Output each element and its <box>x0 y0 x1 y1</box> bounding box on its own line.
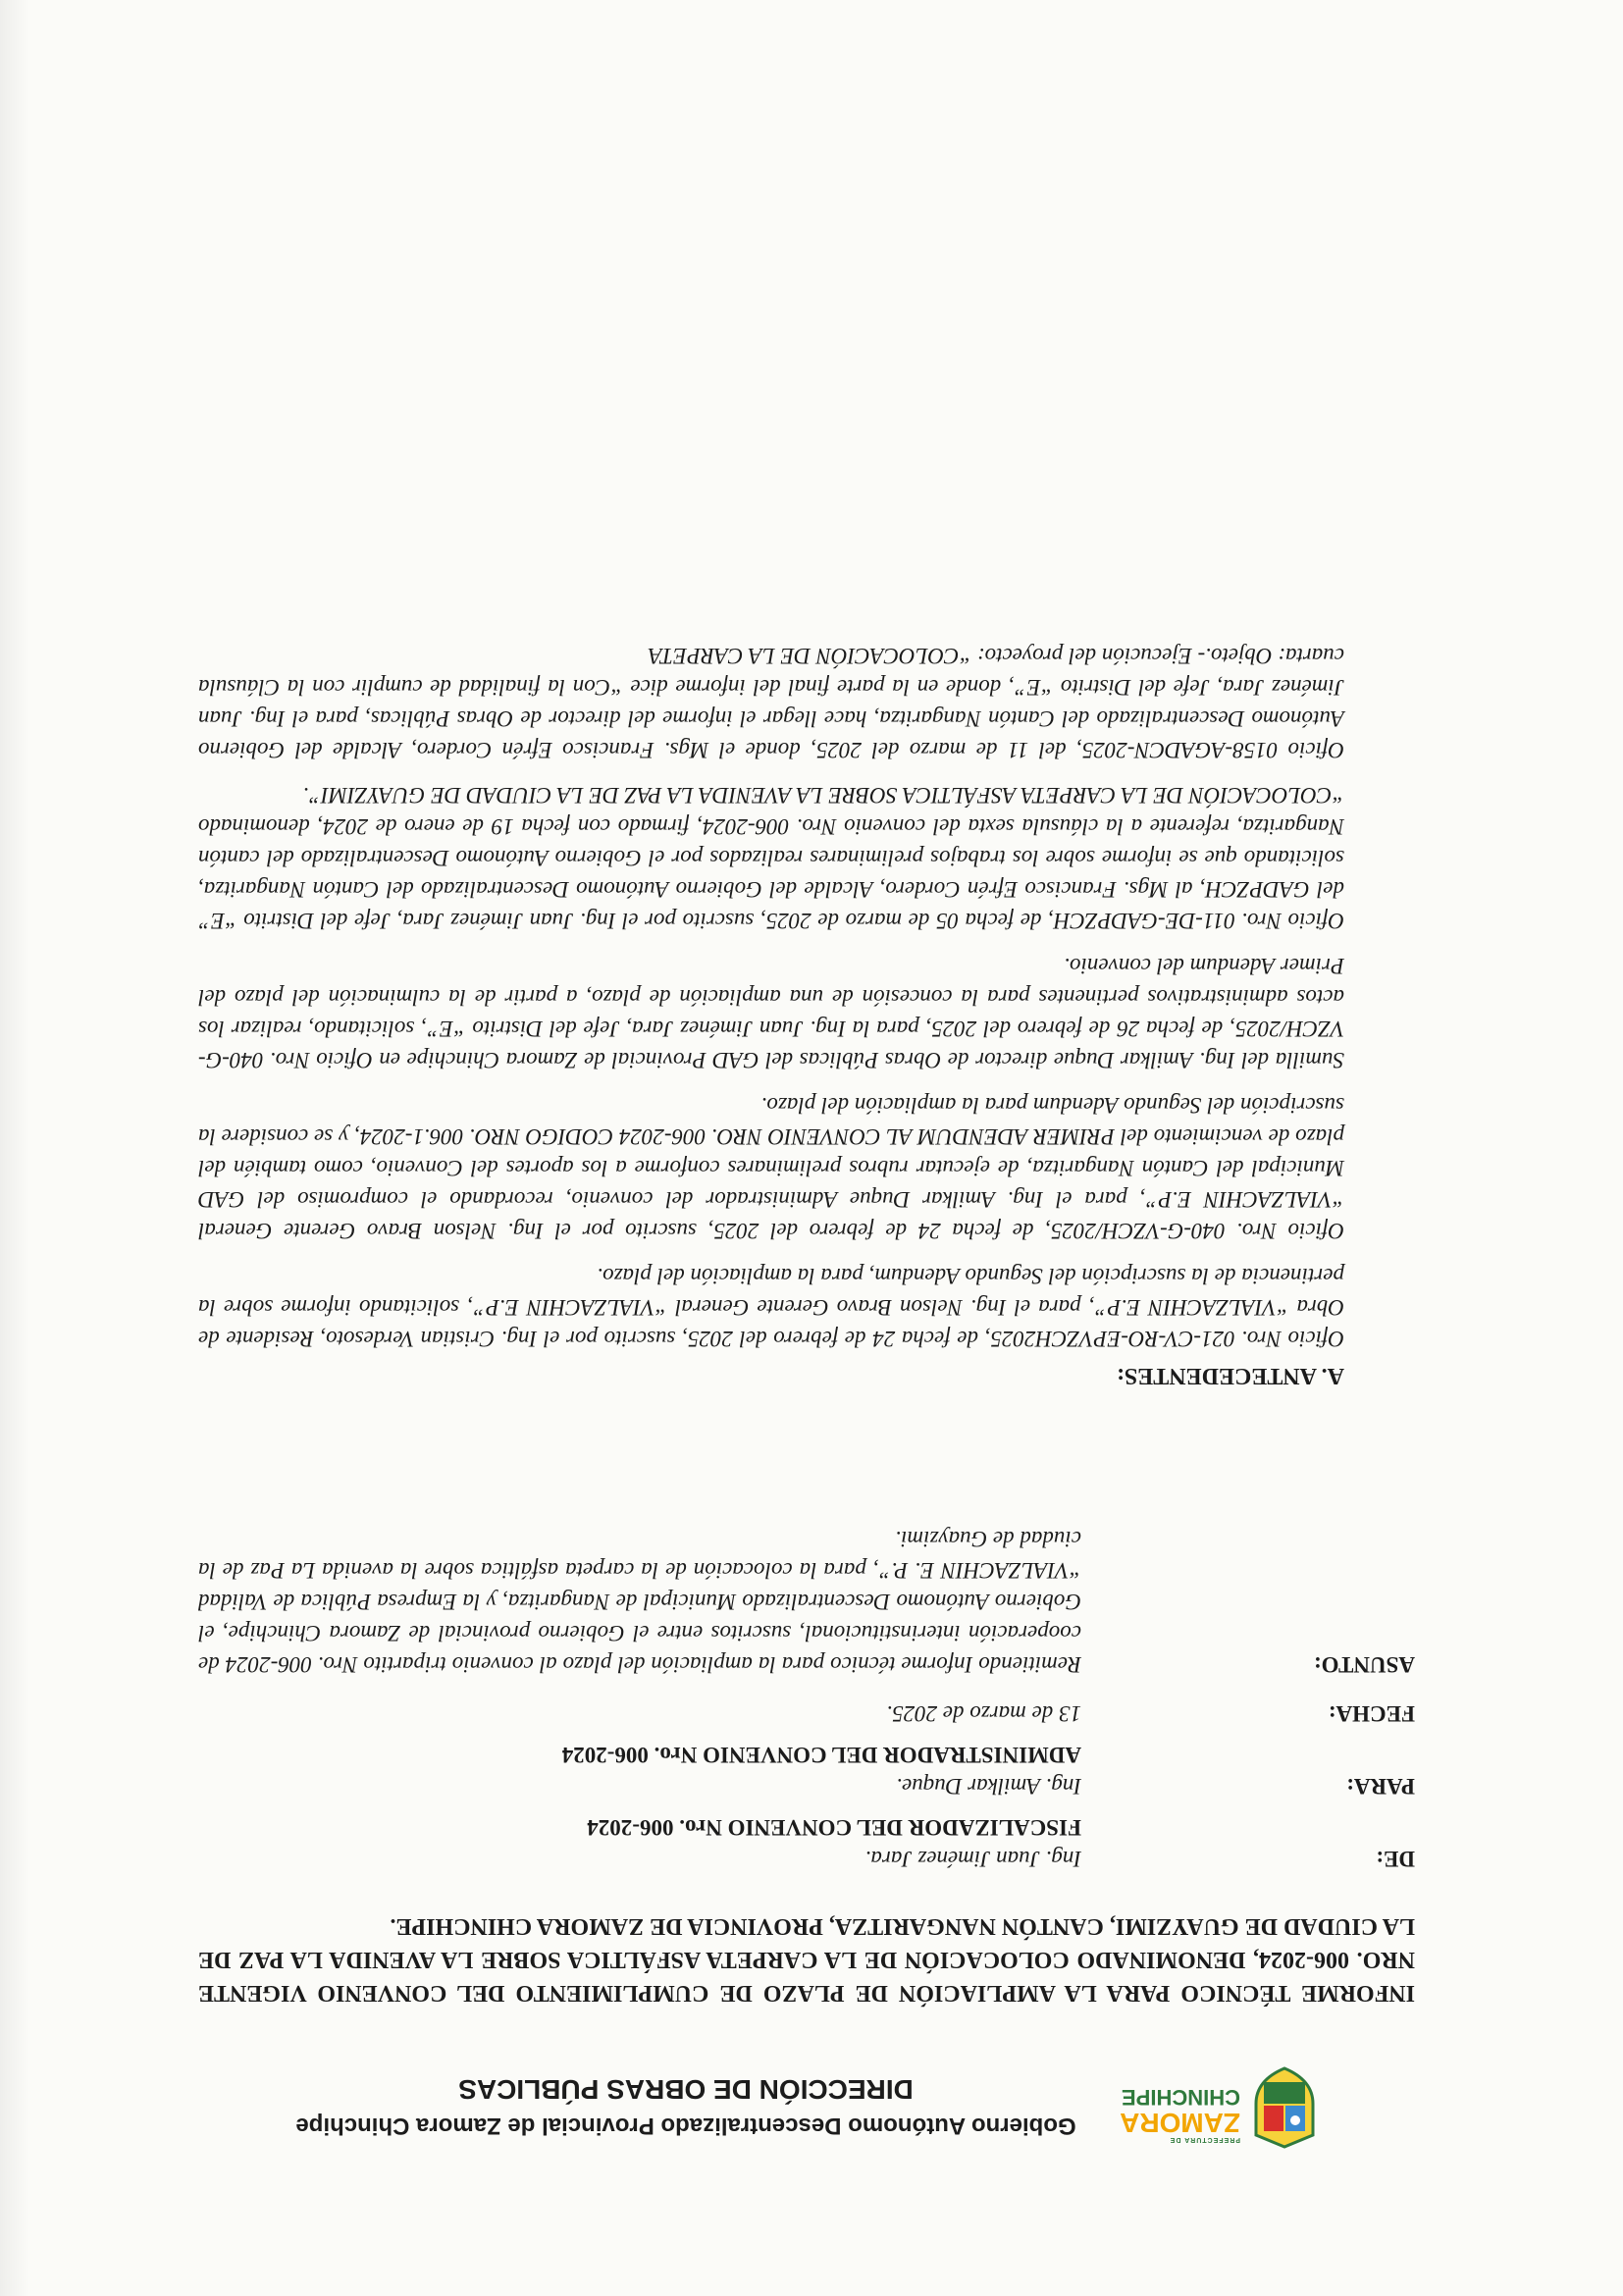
meta-para: PARA: Ing. Amilkar Duque. ADMINISTRADOR DEL CONVENIO Nro. 006-2024 <box>561 1743 1415 1799</box>
department-title: DIRECCIÓN DE OBRAS PÚBLICAS <box>458 2074 914 2105</box>
memo-header <box>198 1521 1415 1874</box>
antecedente-5: Oficio 0158-AGADCN-2025, del 11 de marzo del 2025, donde el Mgs. Francisco Efrén Cordero, Alcalde del Gobierno Autónomo Descentralizado del Cantón Nangaritza, hace llegar el informe del director de Obras Públicas, para el Ing. Juan Jiménez Jara, Jefe del Distrito “E”, donde en la parte final del informe dice “Con la finalidad de cumplir con la Cláusula cuarta: Objeto.- Ejecución del proyecto: “COLOCACIÓN DE LA CARPETA <box>198 644 1344 762</box>
letterhead <box>0 2051 1623 2296</box>
report-title: INFORME TÉCNICO PARA LA AMPLIACIÓN DE PLAZO DE CUMPLIMIENTO DEL CONVENIO VIGENTE NRO. 006-2024, DENOMINADO COLOCACIÓN DE LA CARPETA ASFÁLTICA SOBRE LA AVENIDA LA PAZ DE LA CIUDAD DE GUAYZIMI, CANTÓN NANGARITZA, PROVINCIA DE ZAMORA CHINCHIPE. <box>198 1913 1415 2006</box>
scan-shadow <box>0 0 29 2296</box>
antecedentes-list <box>198 626 1344 1354</box>
antecedente-4: Oficio Nro. 011-DE-GADPZCH, de fecha 05 de marzo de 2025, suscrito por el Ing. Juan Jiménez Jara, Jefe del Distrito “E” del GADPZCH, al Mgs. Francisco Efrén Cordero, Alcalde del Gobierno Autónomo Descentralizado del Cantón Nangaritza, solicitando que se informe sobre los trabajos preliminares realizados por el Gobierno Autónomo Descentralizado del cantón Nangaritza, referente a la cláusula sexta del convenio Nro. 006-2024, firmado con fecha 19 de enero de 2024, denominado “COLOCACIÓN DE LA CARPETA ASFÁLTICA SOBRE LA AVENIDA LA PAZ DE LA CIUDAD DE GUAYZIMI”. <box>198 783 1344 933</box>
meta-de: DE: Ing. Juan Jiménez Jara. FISCALIZADOR DEL CONVENIO Nro. 006-2024 <box>587 1815 1415 1871</box>
antecedente-2: Oficio Nro. 040-G-VZCH/2025, de fecha 24 de febrero del 2025, suscrito por el Ing. Nelson Bravo Gerente General “VIALZACHIN E.P”, para el Ing. Amilkar Duque Administrador del convenio, recordando el compromiso del GAD Municipal del Cantón Nangaritza, de ejecutar rubros preliminares conforme a los aportes del Convenio, como también del plazo de vencimiento del PRIMER ADENDUM AL CONVENIO NRO. 006-2024 CODIGO NRO. 006.1-2024, y se considere la suscripción del Segundo Adendum para la ampliación del plazo. <box>198 1093 1344 1243</box>
section-heading-antecedentes: A. ANTECEDENTES: <box>1116 1363 1344 1388</box>
antecedente-1: Oficio Nro. 021-CV-RO-EPVZCH2025, de fecha 24 de febrero del 2025, suscrito por el Ing. Cristian Verdesoto, Residente de Obra “VIALZACHIN E.P”, para el Ing. Nelson Bravo Gerente General “VIALZACHIN E.P”, solicitando informe sobre la pertinencia de la suscripción del Segundo Adendum, para la ampliación del plazo. <box>198 1264 1344 1351</box>
coat-of-arms-icon <box>1250 2066 1319 2151</box>
antecedente-3: Sumilla del Ing. Amilkar Duque director de Obras Públicas del GAD Provincial de Zamora Chinchipe en Oficio Nro. 040-G-VZCH/2025, de fecha 26 de febrero del 2025, para la Ing. Juan Jiménez Jara, Jefe del Distrito “E”, solicitando, realizar los actos administrativos pertinentes para la concesión de una ampliación de plazo, a partir de la culminación del plazo del Primer Adendum del convenio. <box>198 954 1344 1072</box>
brand-logo: PREFECTURA DE ZAMORA CHINCHIPE <box>1120 2085 1240 2143</box>
meta-fecha: FECHA: 13 de marzo de 2025. <box>886 1701 1415 1726</box>
government-title: Gobierno Autónomo Descentralizado Provincial de Zamora Chinchipe <box>295 2113 1076 2139</box>
meta-asunto: ASUNTO: Remitiendo Informe técnico para la ampliación del plazo al convenio tripartito Nro. 006-2024 de cooperación interinstitucional, suscritos entre el Gobierno provincial de Zamora Chinchipe, el Gobierno Autónomo Descentralizado Municipal de Nangaritza, y la Empresa Pública de Validad “VIALZACHIN E. P.”, para la colocación de la carpeta asfáltica sobre la avenida La Paz de la ciudad de Guayzimi. <box>198 1527 1415 1677</box>
